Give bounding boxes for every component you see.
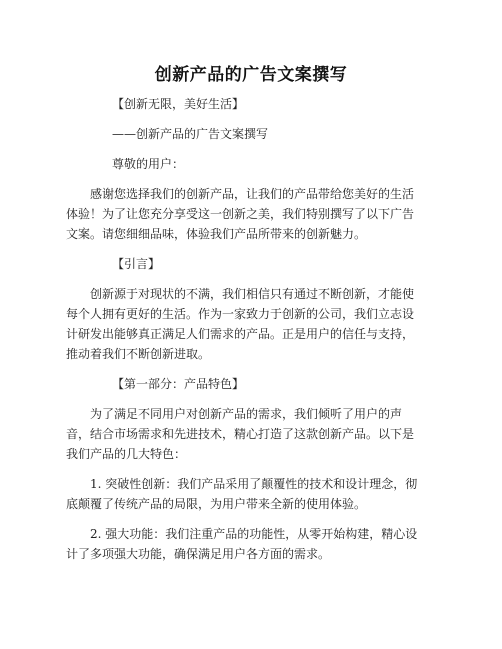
feature-item-2: 2. 强大功能：我们注重产品的功能性，从零开始构建，精心设计了多项强大功能，确保满足用户各方面的需求。 xyxy=(66,527,418,561)
features-intro-paragraph: 为了满足不同用户对创新产品的需求，我们倾听了用户的声音，结合市场需求和先进技术，精心打造了这款创新产品。以下是我们产品的几大特色： xyxy=(66,407,415,461)
section-heading-intro: 【引言】 xyxy=(112,257,161,271)
salutation: 尊敬的用户： xyxy=(112,157,185,171)
subtitle-line: ——创新产品的广告文案撰写 xyxy=(112,127,269,141)
slogan-heading: 【创新无限，美好生活】 xyxy=(112,97,245,111)
document-title: 创新产品的广告文案撰写 xyxy=(154,65,348,85)
section-heading-features: 【第一部分：产品特色】 xyxy=(112,377,245,391)
document-body xyxy=(66,94,418,574)
intro-paragraph: 感谢您选择我们的创新产品，让我们的产品带给您美好的生活体验！为了让您充分享受这一创新之美，我们特别撰写了以下广告文案。请您细细品味，体验我们产品所带来的创新魅力。 xyxy=(66,187,415,241)
feature-item-1: 1. 突破性创新：我们产品采用了颠覆性的技术和设计理念，彻底颠覆了传统产品的局限，为用户带来全新的使用体验。 xyxy=(66,477,418,511)
intro-body-paragraph: 创新源于对现状的不满，我们相信只有通过不断创新，才能使每个人拥有更好的生活。作为一家致力于创新的公司，我们立志设计研发出能够真正满足人们需求的产品。正是用户的信任与支持，推动着我们不断创新进取。 xyxy=(66,287,415,361)
